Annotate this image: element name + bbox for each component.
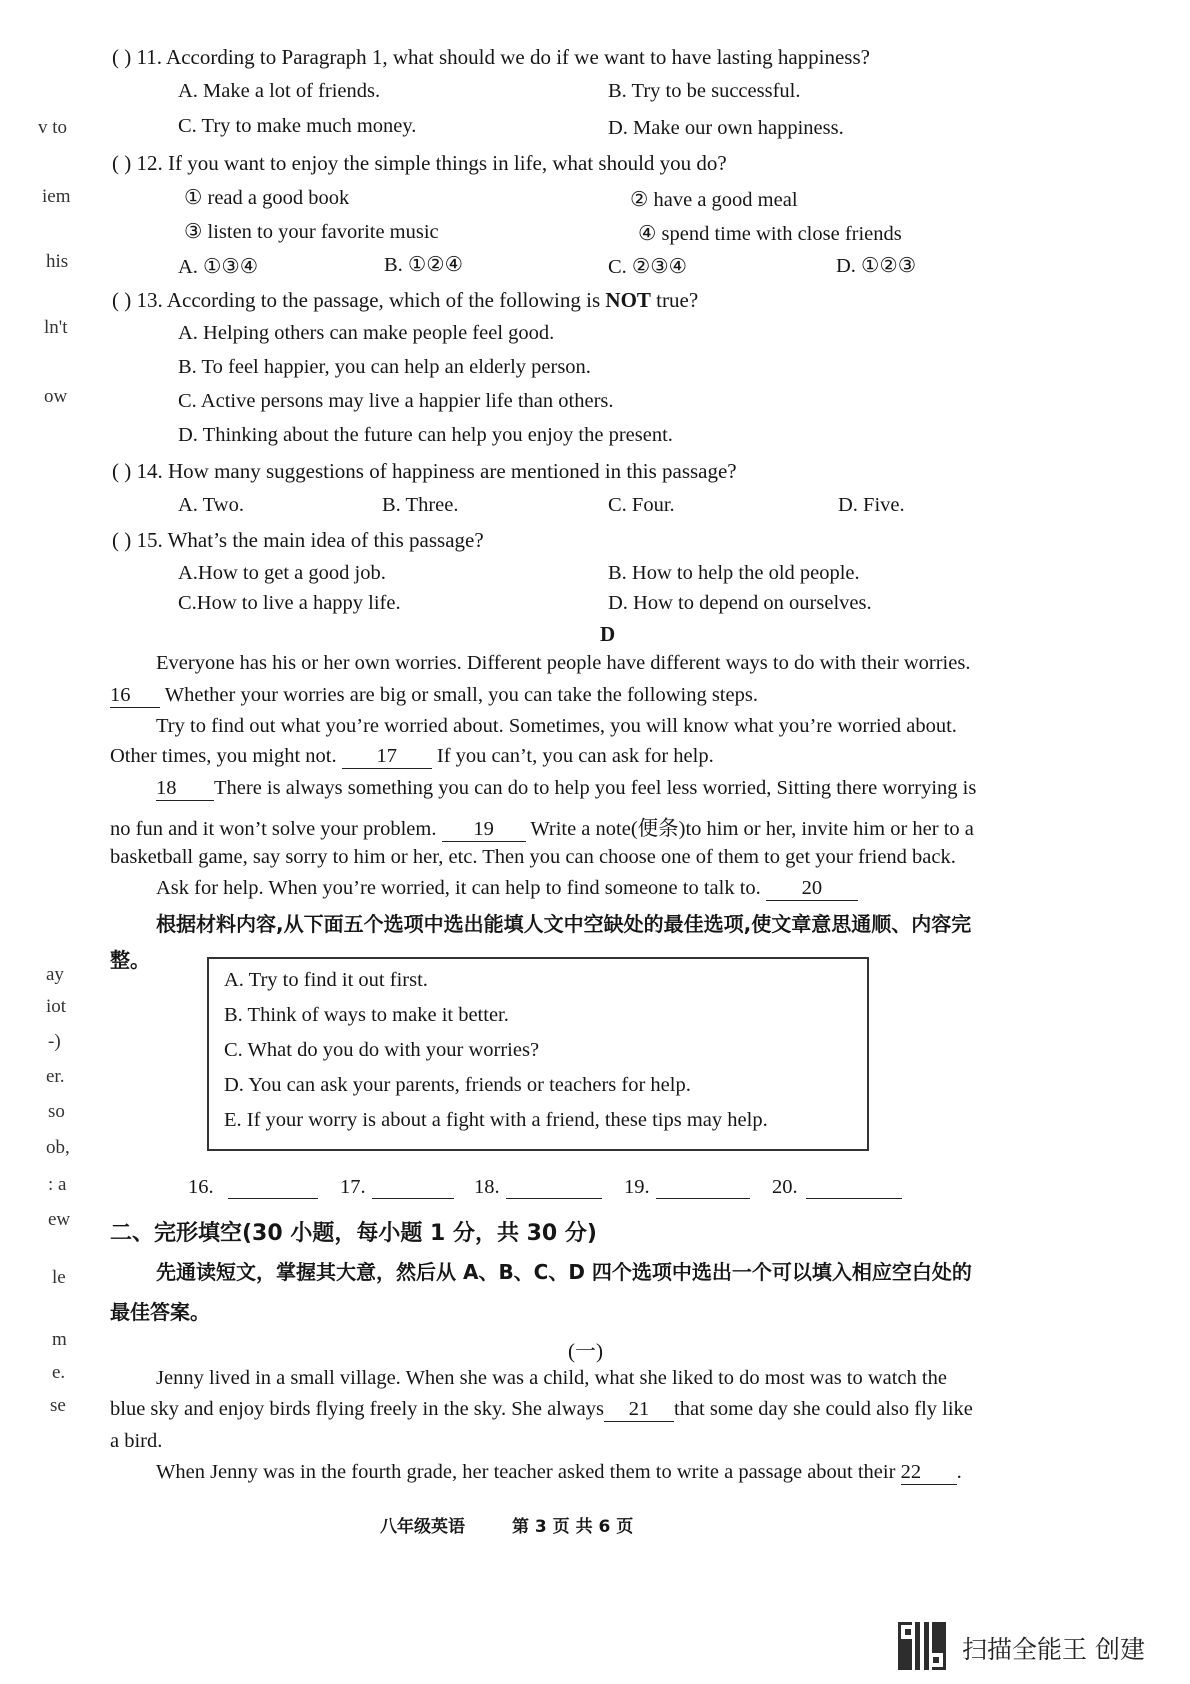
margin-fragment: ob,	[46, 1137, 70, 1158]
answer-blank-19[interactable]	[656, 1178, 750, 1199]
instruction-line: 先通读短文，掌握其大意，然后从 A、B、C、D 四个选项中选出一个可以填入相应空白处的	[156, 1260, 972, 1284]
blank-20[interactable]: 20	[766, 878, 858, 901]
box-option-e: E. If your worry is about a fight with a friend, these tips may help.	[224, 1109, 768, 1131]
choice-item-2: ② have a good meal	[630, 189, 798, 211]
passage-heading: D	[600, 622, 616, 646]
passage-line: Jenny lived in a small village. When she was a child, what she liked to do most was to watch the	[156, 1367, 947, 1389]
margin-fragment: ew	[48, 1209, 71, 1230]
margin-fragment: his	[46, 251, 69, 272]
box-option-c: C. What do you do with your worries?	[224, 1039, 540, 1061]
instruction-line: 整。	[110, 948, 150, 972]
option-d: D. Make our own happiness.	[608, 117, 844, 139]
blank-22[interactable]: 22	[901, 1462, 957, 1485]
margin-fragment: ay	[46, 964, 64, 985]
passage-line: basketball game, say sorry to him or her, etc. Then you can choose one of them to get your friend back.	[110, 846, 956, 868]
option-d: D. ①②③	[836, 255, 917, 277]
question-stem: ( ) 15. What’s the main idea of this passage?	[112, 528, 484, 552]
blank-21[interactable]: 21	[604, 1399, 674, 1422]
instruction-line: 根据材料内容,从下面五个选项中选出能填人文中空缺处的最佳选项,使文章意思通顺、内容完	[156, 912, 972, 936]
margin-fragment: le	[52, 1267, 66, 1288]
passage-line: no fun and it won’t solve your problem. 19 Write a note(便条)to him or her, invite him or her to a	[110, 818, 974, 840]
margin-fragment: se	[50, 1395, 66, 1416]
margin-fragment: v to	[38, 117, 68, 138]
margin-fragment: ow	[44, 386, 68, 407]
passage-line: blue sky and enjoy birds flying freely in the sky. She always 21 that some day she could also fly like	[110, 1398, 973, 1420]
passage-line: Try to find out what you’re worried about. Sometimes, you will know what you’re worried about.	[156, 715, 957, 737]
option-b: B. Try to be successful.	[608, 80, 801, 102]
option-c: C. Four.	[608, 494, 675, 516]
answer-label-19: 19.	[624, 1176, 650, 1198]
question-stem: ( ) 13. According to the passage, which of the following is NOT true?	[112, 288, 699, 312]
passage-line: Ask for help. When you’re worried, it can help to find someone to talk to. 20	[156, 877, 858, 901]
emphasis-not: NOT	[605, 288, 651, 312]
choice-item-4: ④ spend time with close friends	[638, 223, 902, 245]
passage-line: 18 There is always something you can do to help you feel less worried, Sitting there worrying is	[156, 777, 977, 799]
option-c: C. Active persons may live a happier life than others.	[178, 390, 614, 412]
option-d: D. Thinking about the future can help you enjoy the present.	[178, 424, 673, 446]
option-c: C. ②③④	[608, 256, 688, 278]
passage-line: Other times, you might not. 17 If you can’t, you can ask for help.	[110, 745, 714, 767]
option-b: B. How to help the old people.	[608, 562, 860, 584]
margin-fragment: so	[48, 1101, 65, 1122]
instruction-line: 最佳答案。	[110, 1300, 210, 1324]
answer-blank-16[interactable]	[228, 1178, 318, 1199]
margin-fragment: ln't	[44, 317, 68, 338]
watermark-text: 扫描全能王 创建	[962, 1635, 1145, 1664]
option-c: C. Try to make much money.	[178, 115, 417, 137]
option-b: B. ①②④	[384, 254, 464, 276]
margin-fragment: : a	[48, 1174, 67, 1195]
options-box	[207, 957, 869, 1151]
qr-code-icon	[898, 1622, 946, 1670]
box-option-d: D. You can ask your parents, friends or teachers for help.	[224, 1074, 691, 1096]
blank-17[interactable]: 17	[342, 746, 432, 769]
blank-16[interactable]: 16	[110, 685, 160, 708]
passage-line: a bird.	[110, 1430, 163, 1452]
passage-line: 16 Whether your worries are big or small, you can take the following steps.	[110, 684, 758, 706]
choice-item-1: ① read a good book	[184, 187, 350, 209]
box-option-a: A. Try to find it out first.	[224, 969, 428, 991]
question-stem: ( ) 11. According to Paragraph 1, what should we do if we want to have lasting happiness?	[112, 45, 870, 69]
margin-fragment: er.	[46, 1066, 65, 1087]
answer-blank-18[interactable]	[506, 1178, 602, 1199]
option-a: A. ①③④	[178, 256, 259, 278]
margin-fragment: iot	[46, 996, 67, 1017]
choice-item-3: ③ listen to your favorite music	[184, 221, 439, 243]
blank-18[interactable]: 18	[156, 778, 214, 801]
margin-fragment: iem	[42, 186, 71, 207]
answer-blank-20[interactable]	[806, 1178, 902, 1199]
option-a: A.How to get a good job.	[178, 562, 386, 584]
question-stem: ( ) 14. How many suggestions of happiness are mentioned in this passage?	[112, 459, 737, 483]
option-a: A. Two.	[178, 494, 244, 516]
margin-fragment: -)	[48, 1031, 61, 1052]
option-d: D. Five.	[838, 494, 905, 516]
option-c: C.How to live a happy life.	[178, 592, 401, 614]
option-a: A. Make a lot of friends.	[178, 80, 381, 102]
option-b: B. Three.	[382, 494, 459, 516]
blank-19[interactable]: 19	[442, 819, 526, 842]
option-b: B. To feel happier, you can help an elderly person.	[178, 356, 591, 378]
passage-subheading: (一)	[568, 1339, 603, 1363]
answer-label-16: 16.	[188, 1176, 214, 1198]
answer-blank-17[interactable]	[372, 1178, 454, 1199]
answer-label-18: 18.	[474, 1176, 500, 1198]
passage-line: Everyone has his or her own worries. Different people have different ways to do with their worries.	[156, 652, 971, 674]
margin-fragment: e.	[52, 1362, 66, 1383]
answer-label-20: 20.	[772, 1176, 798, 1198]
option-a: A. Helping others can make people feel good.	[178, 322, 555, 344]
footer-page-number: 第 3 页 共 6 页	[512, 1517, 634, 1537]
answer-label-17: 17.	[340, 1176, 366, 1198]
question-stem: ( ) 12. If you want to enjoy the simple things in life, what should you do?	[112, 151, 727, 175]
passage-line: When Jenny was in the fourth grade, her teacher asked them to write a passage about their 22 .	[156, 1461, 962, 1483]
box-option-b: B. Think of ways to make it better.	[224, 1004, 509, 1026]
option-d: D. How to depend on ourselves.	[608, 592, 872, 614]
section-title: 二、完形填空(30 小题，每小题 1 分，共 30 分)	[110, 1221, 597, 1246]
footer-subject: 八年级英语	[380, 1517, 465, 1537]
margin-fragment: m	[52, 1329, 67, 1350]
